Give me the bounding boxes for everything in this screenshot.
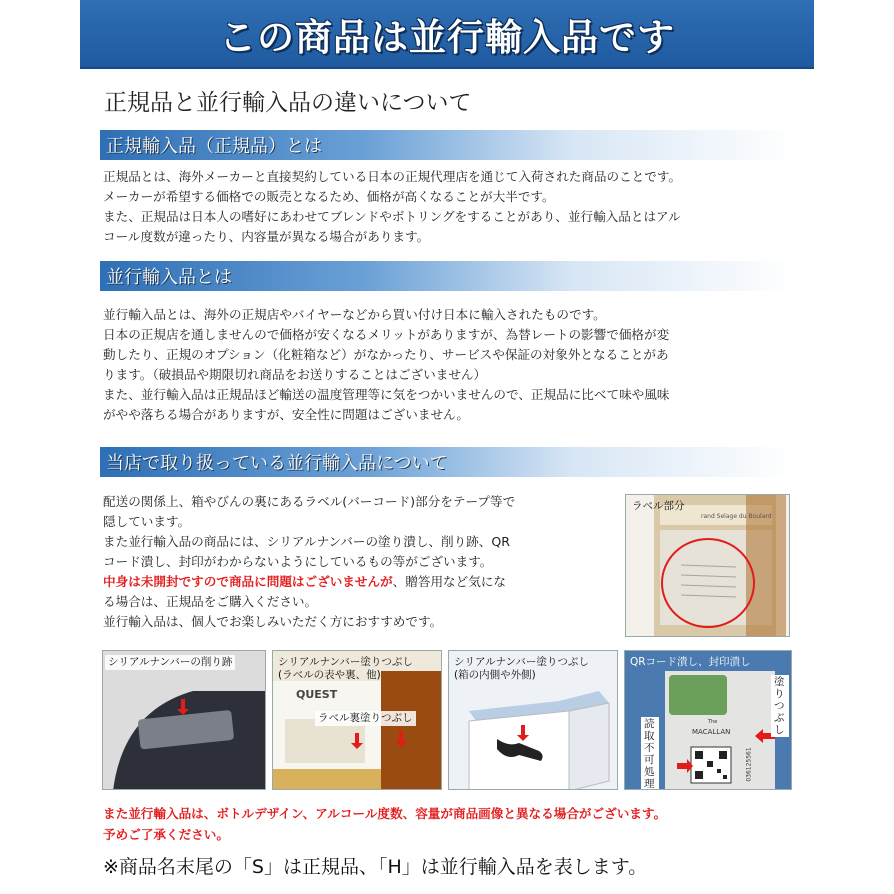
photo-caption-2: (箱の内側や外側) [454,669,536,681]
bottle-brand: MACALLAN [692,728,731,736]
text-line: 並行輸入品は、個人でお楽しみいただく方におすすめです。 [103,614,443,629]
photo-caption: ラベル部分 [632,500,685,512]
text-line: がやや落ちる場合がありますが、安全性に問題はございません。 [103,407,469,422]
side-label: 塗りつぶし [771,675,789,737]
scratched-bottle-image [103,651,266,790]
serial-number: 036125561 [745,747,753,782]
section-heading: 当店で取り扱っている並行輸入品について [106,453,448,474]
top-banner [80,0,814,69]
section-header-shop [100,447,794,477]
page-title: 正規品と並行輸入品の違いについて [104,90,472,116]
red-notice: 中身は未開封ですので商品に問題はございませんが [103,574,393,589]
text-line: メーカーが希望する価格での販売となるため、価格が高くなることが大半です。 [103,189,555,204]
text-line: また、並行輸入品は正規品ほど輸送の温度管理等に気をつかいませんので、正規品に比べて味や風味 [103,387,670,402]
text-line: る場合は、正規品をご購入ください。 [103,594,318,609]
section-header-parallel [100,261,794,291]
text-line: また、正規品は日本人の嗜好にあわせてブレンドやボトリングをすることがあり、並行輸入品とはアル [103,209,681,224]
photo-caption-2: (ラベルの表や裏、他) [278,669,381,681]
photo-serial-box [448,650,618,790]
section-text-parallel [103,305,669,425]
text-line: 並行輸入品とは、海外の正規店やバイヤーなどから買い付け日本に輸入されたものです。 [103,307,606,322]
photo-caption: QRコード潰し、封印潰し [630,656,751,668]
text-line: また並行輸入品の商品には、シリアルナンバーの塗り潰し、削り跡、QR [103,534,511,549]
text-line: コード潰し、封印がわからないようにしているもの等がございます。 [103,554,493,569]
label-caption: ラベル裏塗りつぶし [315,711,416,726]
photo-label-part [625,494,790,637]
text-span: 、贈答用など気にな [392,574,506,589]
warning-line: また並行輸入品は、ボトルデザイン、アルコール度数、容量が商品画像と異なる場合がございます。 [103,806,667,821]
text-line: 日本の正規店を通しませんので価格が安くなるメリットがありますが、為替レートの影響で価格が変 [103,327,670,342]
label-text: rand Selage du Boulard [701,513,772,520]
section-text-shop [103,492,515,632]
section-text-regular [103,167,681,247]
section-heading: 正規輸入品（正規品）とは [106,136,322,157]
section-heading: 並行輸入品とは [106,267,232,288]
photo-serial-scratch [102,650,266,790]
brand-the: The [708,719,718,725]
photo-caption-1: シリアルナンバー塗りつぶし [278,656,413,668]
unreadable-label: 読取不可処理 [641,717,659,790]
photo-caption: シリアルナンバーの削り跡 [105,655,235,670]
footnote: ※商品名末尾の「S」は正規品、「H」は並行輸入品を表します。 [103,856,648,878]
photo-caption-1: シリアルナンバー塗りつぶし [454,656,589,668]
warning-notice [103,803,666,845]
photo-qr-crush [624,650,792,790]
text-line: 正規品とは、海外メーカーと直接契約している日本の正規代理店を通じて入荷された商品のことです。 [103,169,682,184]
section-header-regular [100,130,794,160]
text-line: コール度数が違ったり、内容量が異なる場合があります。 [103,229,430,244]
text-line: 隠しています。 [103,514,191,529]
warning-line: 予めご了承ください。 [103,827,229,842]
text-line: ります。（破損品や期限切れ商品をお送りすることはございません） [103,367,487,382]
banner-title: この商品は並行輸入品です [219,15,675,59]
photo-serial-paint [272,650,442,790]
text-line: 動したり、正規のオプション（化粧箱など）がなかったり、サービスや保証の対象外となることがあ [103,347,669,362]
text-line: 配送の関係上、箱やびんの裏にあるラベル(バーコード)部分をテープ等で [103,494,516,509]
bottle-brand: QUEST [296,688,338,701]
text-line-mixed [103,572,515,592]
